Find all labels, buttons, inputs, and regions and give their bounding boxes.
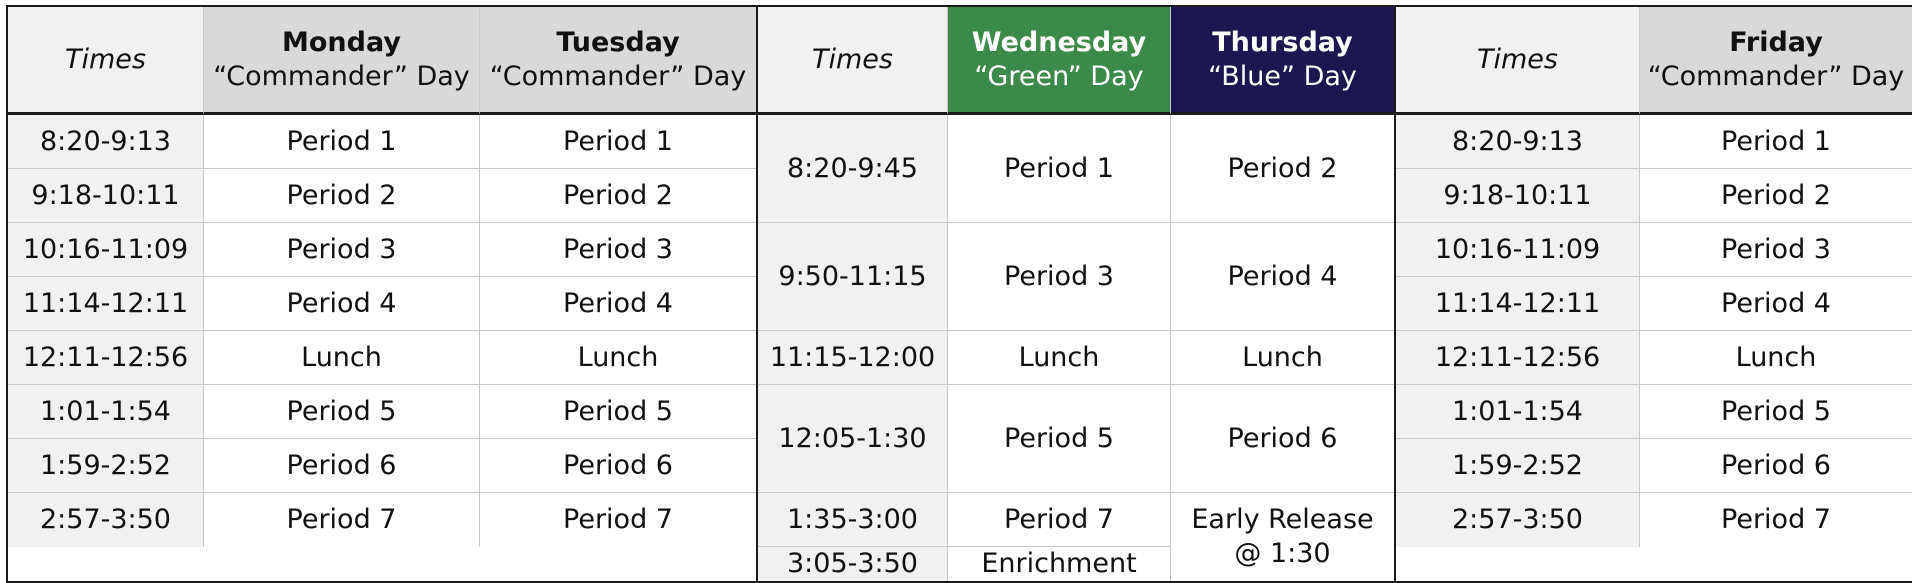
time-cell: 8:20-9:13 (8, 115, 204, 169)
thursday-cell: Period 4 (1171, 223, 1394, 331)
wednesday-cell: Lunch (948, 331, 1171, 385)
mon-tue-block (6, 5, 758, 583)
tuesday-cell: Lunch (480, 331, 756, 385)
tuesday-cell: Period 4 (480, 277, 756, 331)
time-cell: 8:20-9:13 (1396, 115, 1640, 169)
wednesday-cell: Period 5 (948, 385, 1171, 493)
friday-cell: Lunch (1640, 331, 1912, 385)
tuesday-type: “Commander” Day (489, 60, 747, 92)
tuesday-cell: Period 7 (563, 504, 673, 536)
monday-cell: Period 1 (204, 115, 480, 169)
thursday-type: “Blue” Day (1208, 60, 1357, 92)
wednesday-type: “Green” Day (974, 60, 1144, 92)
thursday-cell: Period 2 (1171, 115, 1394, 223)
early-release-text: Early Release @ 1:30 (1191, 504, 1374, 569)
friday-cell: Period 5 (1640, 385, 1912, 439)
times-header: Times (1396, 7, 1640, 115)
friday-type: “Commander” Day (1647, 60, 1905, 92)
friday-header (1640, 7, 1912, 115)
time-cell: 1:59-2:52 (1396, 439, 1640, 493)
friday-cell: Period 4 (1640, 277, 1912, 331)
time-cell: 1:01-1:54 (8, 385, 204, 439)
time-cell: 11:14-12:11 (8, 277, 204, 331)
tuesday-cell: Period 2 (480, 169, 756, 223)
time-cell: 1:01-1:54 (1396, 385, 1640, 439)
time-cell: 3:05-3:50 (758, 547, 948, 581)
thursday-label: Thursday (1212, 26, 1353, 58)
bell-schedule-table (6, 5, 1912, 583)
time-cell: 12:11-12:56 (1396, 331, 1640, 385)
wed-thu-block (758, 5, 1396, 583)
wednesday-header (948, 7, 1171, 115)
friday-cell: Period 7 (1721, 504, 1831, 536)
wednesday-cell: Enrichment (948, 547, 1171, 581)
friday-cell: Period 3 (1640, 223, 1912, 277)
monday-cell: Lunch (204, 331, 480, 385)
time-cell: 11:14-12:11 (1396, 277, 1640, 331)
fri-block (1396, 5, 1912, 583)
time-cell: 10:16-11:09 (8, 223, 204, 277)
time-cell: 8:20-9:45 (758, 115, 948, 223)
monday-cell: Period 2 (204, 169, 480, 223)
monday-cell: Period 3 (204, 223, 480, 277)
monday-header (204, 7, 480, 115)
monday-label: Monday (282, 26, 401, 58)
early-release-cell (1171, 493, 1394, 581)
monday-cell: Period 7 (204, 493, 480, 547)
time-cell: 2:57-3:50 (1396, 493, 1640, 547)
tuesday-label: Tuesday (556, 26, 680, 58)
times-header: Times (8, 7, 204, 115)
friday-cell: Period 2 (1640, 169, 1912, 223)
monday-type: “Commander” Day (213, 60, 470, 92)
time-cell: 9:18-10:11 (8, 169, 204, 223)
time-cell: 11:15-12:00 (758, 331, 948, 385)
time-cell: 12:11-12:56 (8, 331, 204, 385)
time-cell: 9:18-10:11 (1396, 169, 1640, 223)
time-cell: 2:57-3:50 (8, 493, 204, 547)
time-cell: 12:05-1:30 (758, 385, 948, 493)
wednesday-cell: Period 7 (948, 493, 1171, 547)
tuesday-cell: Period 6 (480, 439, 756, 493)
wednesday-cell: Period 3 (948, 223, 1171, 331)
times-header: Times (758, 7, 948, 115)
time-cell: 1:35-3:00 (758, 493, 948, 547)
friday-cell: Period 1 (1640, 115, 1912, 169)
tuesday-cell: Period 1 (480, 115, 756, 169)
thursday-cell: Lunch (1171, 331, 1394, 385)
monday-cell: Period 5 (204, 385, 480, 439)
thursday-header (1171, 7, 1394, 115)
wednesday-label: Wednesday (971, 26, 1147, 58)
tuesday-header (480, 7, 756, 115)
wednesday-cell: Period 1 (948, 115, 1171, 223)
time-cell: 9:50-11:15 (758, 223, 948, 331)
time-cell: 1:59-2:52 (8, 439, 204, 493)
time-cell: 10:16-11:09 (1396, 223, 1640, 277)
monday-cell: Period 6 (204, 439, 480, 493)
tuesday-cell: Period 5 (480, 385, 756, 439)
monday-cell: Period 4 (204, 277, 480, 331)
friday-cell: Period 6 (1640, 439, 1912, 493)
thursday-cell: Period 6 (1171, 385, 1394, 493)
friday-label: Friday (1729, 26, 1823, 58)
tuesday-cell: Period 3 (480, 223, 756, 277)
